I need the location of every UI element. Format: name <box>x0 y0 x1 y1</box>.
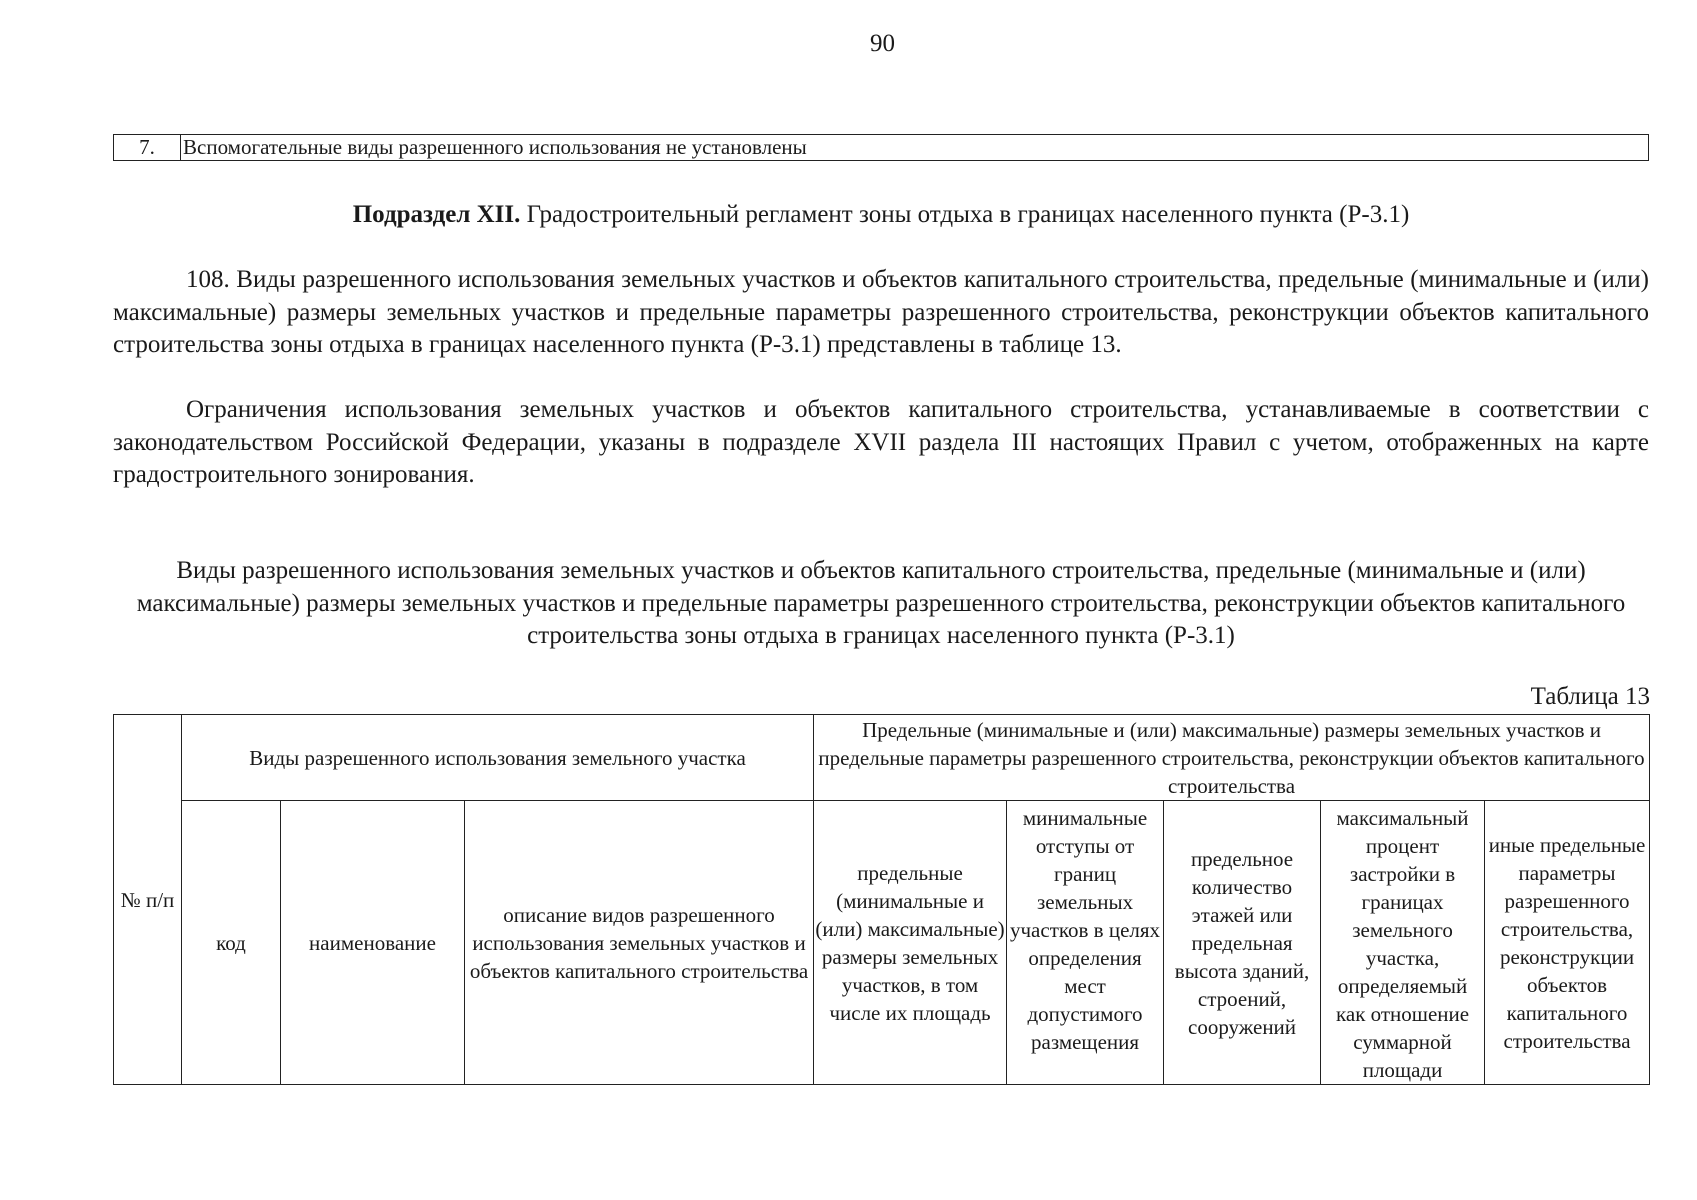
header-coverage: максимальный процент застройки в границах земельного участка, определяемый как отношение суммарной площади <box>1321 801 1485 1085</box>
header-description: описание видов разрешенного использования земельных участков и объектов капитального строительства <box>465 801 814 1085</box>
subsection-title: Градостроительный регламент зоны отдыха в границах населенного пункта (Р-3.1) <box>520 201 1410 228</box>
subsection-heading <box>113 201 1649 229</box>
header-limits: Предельные (минимальные и (или) максимальные) размеры земельных участков и предельные параметры разрешенного строительства, реконструкции объектов капитального строительства <box>814 715 1650 801</box>
header-setbacks: минимальные отступы от границ земельных участков в целях определения мест допустимого размещения <box>1007 801 1164 1085</box>
header-code: код <box>182 801 281 1085</box>
table-title: Виды разрешенного использования земельных участков и объектов капитального строительства, предельные (минимальные и (или) максимальные) размеры земельных участков и предельные параметры разрешенного строительства, реконструкции объектов капитального строительства зоны отдыха в границах населенного пункта (Р-3.1) <box>136 557 1626 649</box>
row-text: Вспомогательные виды разрешенного использования не установлены <box>181 135 1649 161</box>
paragraph-restrictions: Ограничения использования земельных участков и объектов капитального строительства, устанавливаемые в соответствии с законодательством Российской Федерации, указаны в подразделе XVII раздела III настоящих Правил с учетом, отображенных на карте градостроительного зонирования. <box>113 396 1649 488</box>
auxiliary-uses-row <box>113 134 1649 161</box>
row-number: 7. <box>114 135 181 161</box>
header-plot-size: предельные (минимальные и (или) максимальные) размеры земельных участков, в том числе их площадь <box>814 801 1007 1085</box>
page-number: 90 <box>870 30 895 57</box>
header-other: иные предельные параметры разрешенного строительства, реконструкции объектов капитального строительства <box>1485 801 1650 1085</box>
header-number: № п/п <box>114 715 182 1085</box>
subsection-label: Подраздел XII. <box>352 201 521 228</box>
header-floors: предельное количество этажей или предельная высота зданий, строений, сооружений <box>1164 801 1321 1085</box>
paragraph-108: 108. Виды разрешенного использования земельных участков и объектов капитального строительства, предельные (минимальные и (или) максимальные) размеры земельных участков и предельные параметры разрешенного строительства, реконструкции объектов капитального строительства зоны отдыха в границах населенного пункта (Р-3.1) представлены в таблице 13. <box>113 266 1649 358</box>
regulations-table <box>113 714 1650 1085</box>
table-label: Таблица 13 <box>1530 683 1650 710</box>
header-use-types: Виды разрешенного использования земельного участка <box>182 715 814 801</box>
header-name: наименование <box>281 801 465 1085</box>
